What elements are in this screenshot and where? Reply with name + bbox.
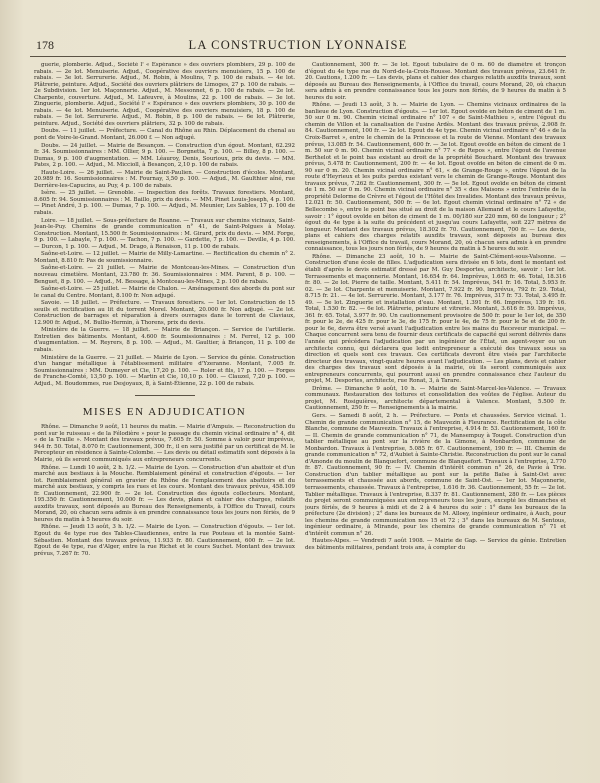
entry-paragraph: Ministère de la Guerre. — 18 juillet. — Mairie de Briançon. — Service de l'artillerie. Entretien des bâtiments. Montant, 4.600 fr. Soumissionnaires : M. Ferrel, 12 p. 100 d'augmentation. — M. Reyrers, 8 p. 100. — Adjud., M. Gaultier, à Briançon, 11 p. 100 de rabais.: [34, 327, 295, 353]
section-divider: [135, 395, 195, 396]
entry-paragraph: Isère. — 25 juillet. — Grenoble. — Inspection des forêts. Travaux forestiers. Montant, 8.605 fr. 94. Soumissionnaires : M. Baillo, prix du devis. — MM. Pinet Louis-Joseph, 4 p. 100. — Pinet André, 3 p. 100. — Dumas, 7 p. 100. — Adjud., M. Meunier, Les Sables, 17 p. 100 de rabais.: [34, 190, 295, 217]
entry-paragraph: Ministère de la Guerre. — 21 juillet. — Mairie de Lyon. — Service du génie. Construction d'un hangar métallique à l'établissement militaire d'Yzeranne. Montant, 7.005 fr. Soumissionnaires : MM. Dumeyer et Cie, 17,20 p. 100. — Roler et fils, 17 p. 100. — Forges de Franche-Comté, 13,50 p. 100. — Martin et Cie, 10,10 p. 100. — Clauzel, 7,20 p. 100. — Adjud., M. Boudommes, rue Desjoyaux, 8, à Saint-Étienne, 22 p. 100 de rabais.: [34, 354, 295, 387]
entry-paragraph: Rhône. — Dimanche 23 août, 10 h. — Mairie de Saint-Clément-sous-Valsonne. — Construction d'une école de filles. L'adjudication sera divisée en 6 lots, dont le montant est établi d'après le devis estimatif dressé par M. Guy Desportes, architecte, savoir : 1er lot. Terrassements et maçonnerie. Montant, 16.654 fr. 64. Imprévus, 1.665 fr. 46. Total, 18.316 fr. 80. — 2e lot. Pierre de taille. Montant, 5.411 fr. 54. Imprévus, 541 fr. 16. Total, 5.953 fr. 02. — 3e lot. Charpente et menuiserie. Montant, 7.922 fr. 90. Imprévus, 792 fr. 29. Total, 8.715 fr. 21. — 4e lot. Serrurerie. Montant, 3.177 fr. 76. Imprévus, 317 fr. 73. Total, 3.495 fr. 49. — 5e lot. Zinguerie et installation d'eau. Montant, 1.391 fr. 66. Imprévus, 139 fr. 16. Total, 1.530 fr. 82. — 6e lot. Plâtrerie, peinture et vitrerie. Montant, 3.616 fr. 59. Imprévus, 361 fr. 65. Total, 3.977 fr. 90. Un cautionnement provisoire de 500 fr. pour le 1er lot, de 350 fr. pour le 2e, de 425 fr. pour le 3e, de 175 fr. pour le 4e, de 75 fr. pour le 5e et de 200 fr. pour le 6e, devra être versé avant l'adjudication entre les mains du Receveur municipal. — Chaque concurrent sera tenu de fournir deux certificats de capacité qui seront délivrés dans l'année qui précédera l'adjudication par un ingénieur de l'État, un agent-voyer ou un architecte connu, qui déclarera que ledit entrepreneur a exécuté des travaux sous sa direction et quels sont ces travaux. Ces certificats devront être visés par l'architecte directeur des travaux, vingt-quatre heures avant l'adjudication. — Les plans, devis et cahier des charges des travaux sont déposés à la mairie, où ils seront communiqués aux entrepreneurs concurrents, qui pourront aussi en prendre connaissance chez l'auteur du projet, M. Desportes, architecte, rue Ronat, 3, à Tarare.: [305, 253, 566, 385]
mise-paragraph: Rhône. — Jeudi 13 août, 3 h. 1/2. — Mairie de Lyon. — Construction d'égouts. — 1er lot. Egout du 4e type rue des Tables-Claudiennes, entre la rue Pouteau et la montée Saint-Sébastien. Montant des travaux prévus, 11.933 fr. 80. Cautionnement, 600 fr. — 2e lot. Egout de 4e type, rue d'Alger, entre la rue Richet et le cours Suchet. Montant des travaux prévus, 7.267 fr. 70.: [34, 524, 295, 557]
entry-paragraph: Rhône. — Jeudi 13 août, 3 h. — Mairie de Lyon. — Chemins vicinaux ordinaires de la banlieue de Lyon. Construction d'égouts. — 1er lot. Egout ovoïde en béton de ciment de 1 m. 50 sur 0 m. 90. Chemin vicinal ordinaire n° 107 « de Saint-Mathieu », entre l'égout du chemin de Villon et la canalisation de l'usine Ardès. Montant des travaux prévus, 2.908 fr. 84. Cautionnement, 100 fr. — 2e lot. Egout du 4e type. Chemin vicinal ordinaire n° 46 « de la Croix-Barret », entre le chemin de la Princesse et la route de Vienne. Montant des travaux prévus, 13.085 fr. 54. Cautionnement, 600 fr. — 3e lot. Egout ovoïde en béton de ciment de 1 m. 50 sur 0 m. 90. Chemin vicinal ordinaire n° 77 « de Repos », entre l'égout de l'avenue Berthelot et le point bas existant au droit de la propriété Bouchard. Montant des travaux prévus, 5.478 fr. Cautionnement, 200 fr. — 4e lot. Egout ovoïde en béton de ciment de 0 m. 90 sur 0 m. 20. Chemin vicinal ordinaire n° 61, « de Grange-Rouge », entre l'égout de la route d'Heyrieux et les puits perdus existant vers le chemin de Grange-Rouge. Montant des travaux prévus, 7.262 fr. Cautionnement, 300 fr. — 5e lot. Egout ovoïde en béton de ciment de 1 m. 50 sur 0 m. 90. Chemin vicinal ordinaire n° 35 « des Maisons » entre l'entrée de la propriété Delorme de Crèvre et l'égout de l'Hôtel des Invalides. Montant des travaux prévus, 12.021 fr. 50. Cautionnement, 500 fr. — 6e lot. Egout chemin vicinal ordinaire n° 72 « de Bellecombe », entre le point bas situé au droit de la maison Allemand et le cours Lafayette, savoir : 1° égout ovoïde en béton de ciment de 1 m. 00/180 sur 220 mm, 60 de longueur ; 2° égout du 4e type à la suite du précédent et jusqu'au cours Lafayette, soit 227 mètres de longueur. Montant des travaux prévus, 18.302 fr. 70. Cautionnement, 700 fr. — Les devis, plans et cahiers des charges relatifs auxdits travaux, sont déposés au bureau des renseignements, à l'Office du travail, cours Morand, 20, où chacun sera admis à en prendre connaissance, tous les jours non fériés, de 9 heures du matin à 5 heures du soir.: [305, 102, 566, 253]
mise-paragraph: Rhône. — Dimanche 9 août, 11 heures du matin. — Mairie d'Ampuis. — Reconstruction du pont sur le ruisseau « de la Félodière » pour le passage du chemin vicinal ordinaire n° 4, dit « de la Traille ». Montant des travaux prévus, 7.605 fr. 50. Somme à valoir pour imprévus, 944 fr. 50. Total, 8.070 fr. Cautionnement, 300 fr., il en sera justifié par un certificat de M. le Percepteur en résidence à Sainte-Colombe. — Les devis ou détail estimatifs sont déposés à la Mairie, où ils seront communiqués aux entrepreneurs concurrents.: [34, 424, 295, 463]
entry-paragraph: Saône-et-Loire. — 12 juillet. — Mairie de Milly-Lamartine. — Rectification du chemin n° 2. Montant, 8.810 fr. Pas de soumissionnaire.: [34, 251, 295, 264]
right-column: [305, 62, 566, 777]
entry-paragraph: Haute-Loire. — 26 juillet. — Mairie de Saint-Paulien. — Construction d'écoles. Montant, 20.989 fr. 16. Soumissionnaires : M. Fournay, 3,50 p. 100. — Adjud., M. Gaulthier aîné, rue Derrière-les-Capucins, au Puy, 4 p. 100 de rabais.: [34, 169, 295, 189]
mise-paragraph: Rhône. — Lundi 10 août, 2 h. 1/2. — Mairie de Lyon. — Construction d'un abattoir et d'un marché aux bestiaux à la Mouche. Remblaiement général et construction d'égouts. — 1er lot. Remblaiement général en gravier du Rhône de l'emplacement des abattoirs et du marché aux bestiaux, y compris les rues et les cours. Montant des travaux prévus, 458.109 fr. Cautionnement, 22.900 fr. — 2e lot. Construction des égouts collecteurs. Montant, 195.350 fr. Cautionnement, 10.000 fr. — Les devis, plans et cahier des charges, relatifs auxdits travaux, sont déposés au Bureau des Renseignements, à l'Office du Travail, cours Morand, 20, où chacun sera admis à en prendre connaissance tous les jours non fériés, de 9 heures du matin à 5 heures du soir.: [34, 464, 295, 523]
left-column: [34, 62, 295, 777]
page-number: 178: [36, 38, 54, 52]
entry-paragraph: Savoie. — 18 juillet. — Préfecture. — Travaux forestiers. — 1er lot. Construction de 15 seuils et rectification au lit du torrent Morel. Montant, 20.000 fr. Non adjugé. — 2e lot. Construction de barrages et réparation à divers ouvrages dans le torrent de Claviaux, 12.900 fr. Adjud., M. Bullio-Hermin, à Thorens, prix du devis.: [34, 300, 295, 326]
right-intro-paragraph: Cautionnement, 300 fr. — 3e lot. Egout tubulaire de 0 m. 60 de diamètre et tronçon d'égout du 4e type rue du Nord-de-la-Croix-Rousse. Montant des travaux prévus, 23.641 fr. 20. Cautions, 1.200 fr. — Les devis, plans et cahier des charges relatifs auxdits travaux, sont déposés au Bureau des Renseignements, à l'Office du travail, cours Morand, 20, où chacun sera admis à en prendre connaissance tous les jours non fériés, de 9 heures du matin à 5 heures du soir.: [305, 62, 566, 101]
entry-paragraph: Saône-et-Loire. — 21 juillet. — Mairie de Montceau-les-Mines. — Construction d'un nouveau cimetière. Montant, 23.780 fr. 36. Soumissionnaires : MM. Parent, 8 p. 100. — Benguet, 8 p. 100. — Adjud., M. Bessage, à Montceau-les-Mines, 2 p. 100 de rabais.: [34, 265, 295, 285]
text-columns: [34, 62, 566, 777]
journal-title: LA CONSTRUCTION LYONNAISE: [188, 38, 408, 52]
section-title-mises-en-adjudication: MISES EN ADJUDICATION: [82, 406, 247, 419]
entry-paragraph: Doubs. — 11 juillet. — Préfecture. — Canal du Rhône au Rhin. Déplacement du chenal au pont de Voire-le-Grand. Montant, 26.000 f. — Non adjugé.: [34, 128, 295, 142]
entry-paragraph: Saône-et-Loire. — 25 juillet. — Mairie de Chalon. — Aménagement des abords du pont sur le canal du Centre. Montant, 8.100 fr. Non adjugé.: [34, 286, 295, 299]
left-intro-paragraph: guerie, plomberie. Adjud., Société l' « Espérance » des ouvriers plombiers, 29 p. 100 de rabais. — 2e lot. Menuiserie. Adjud., Coopérative des ouvriers menuisiers, 15 p. 100 de rabais. — 3e lot. Serrurerie. Adjud., M. Robin, à Moulins, 7 p. 100 de rabais. — 4e lot. Plâtrerie, peinture. Adjud., Société des ouvriers plâtriers de Limoges, 27 p. 100 de rabais. — 2e Subdivision. 1er lot. Maçonnerie. Adjud., M. Messonnet, 6 p. 100 de rabais. — 2e lot. Charpente, couverture. Adjud., M. Lafeuvre, à Moulins, 22 p. 100 de rabais. — 3e lot. Zinguerie, plomberie. Adjud., Société l' « Espérance » des ouvriers plombiers, 30 p. 100 de rabais. — 4e lot. Menuiserie. Adjud., Coopérative des ouvriers menuisiers, 18 p. 100 de rabais. — 5e lot. Serrurerie. Adjud., M. Robin, 8 p. 100 de rabais. — 6e lot. Plâtrerie, peinture. Adjud., Société des ouvriers plâtriers, 32 p. 100 de rabais.: [34, 62, 295, 127]
entry-paragraph: Gers. — Samedi 8 août, 2 h. — Préfecture. — Ponts et chaussées. Service vicinal. 1. Chemin de grande communication n° 15, de Mauvezin à Fleurance. Rectification de la côte Blanche, commune de Mauvezin. Travaux à l'entreprise, 4.914 fr. 53. Cautionnement, 160 fr. — II. Chemin de grande communication n° 71, de Mansempuy à Touget. Construction d'un tablier métallique au pont sur la rivière de la Gimone, à Monbardon, commune de Monbardon. Travaux à l'entreprise, 5.085 fr. 67. Cautionnement, 190 fr. — III. Chemin de grande communication n° 72, d'Aubiet à Sainte-Christie. Reconstruction du pont sur le canal d'Amonde du moulin de Blanquefort, commune de Blanquefort. Travaux à l'entreprise, 2.770 fr. 87. Cautionnement, 90 fr. — IV. Chemin d'intérêt commun n° 26, de Pavie à Trie. Construction d'un tablier métallique au pont sur la petite Baïse à Saint-Ost avec terrassements et chaussée aux abords, commune de Saint-Ost. — 1er lot. Maçonnerie, terrassements, chaussée. Travaux à l'entreprise, 1.616 fr. 36. Cautionnement, 55 fr. — 2e lot. Tablier métallique. Travaux à l'entreprise, 8.337 fr. 81. Cautionnement, 280 fr. — Les pièces du projet seront communiquées aux entrepreneurs tous les jours, excepté les dimanches et jours fériés, de 9 heures à midi et de 2 à 4 heures du soir : 1° dans les bureaux de la préfecture (2e division) ; 2° dans les bureaux de M. Alloey, ingénieur ordinaire, à Auch, pour les chemins de grande communication nos 15 et 72 ; 3° dans les bureaux de M. Sentous, ingénieur ordinaire, à Mirande, pour les chemins de grande communication n° 71 et d'intérêt commun n° 26.: [305, 412, 566, 537]
entry-paragraph: Doubs. — 24 juillet. — Mairie de Besançon. — Construction d'un égout. Montant, 62.292 fr. 34. Soumissionnaires : MM. Ollier, 9 p. 100. — Borgnetta, 7 p. 100. — Billey, 8 p. 100. — Dumas, 9 p. 100 d'augmentation. — MM. Léauroy, Denis, Sourioux, prix du devis. — MM. Pates, 2 p. 100. — Adjud., M. Miccioll, à Besançon, 2,10 p. 100 de rabais.: [34, 142, 295, 169]
page-header: [30, 30, 566, 57]
entry-paragraph: Drôme. — Dimanche 9 août, 10 h. — Mairie de Saint-Marcel-les-Valence. — Travaux communaux. Restauration des toitures et consolidation des voûtes de l'église. Auteur du projet, M. Rosiguières, architecte départemental à Valence. Montant, 5.500 fr. Cautionnement, 250 fr. — Renseignements à la mairie.: [305, 385, 566, 412]
entry-paragraph: Loire. — 18 juillet. — Sous-préfecture de Roanne. — Travaux sur chemins vicinaux, Saint-Jean-le-Puy. Chemins de grande communication n° 41, de Saint-Polgues à Molay. Construction. Montant, 15.500 fr. Soumissionnaires : M. Girard, prix du devis. — MM. Forge, 9 p. 100. — Labayle, 7 p. 100. — Tachon, 7 p. 100. — Gardette, 7 p. 100. — Deville, 4 p. 100. — Durcon, 1 p. 100. — Adjud., M. Drago, à Renaison, 11 p. 100 de rabais.: [34, 217, 295, 250]
entry-paragraph: Hautes-Alpes. — Vendredi 7 août 1908. — Mairie de Gap. — Service du génie. Entretien des bâtiments militaires, pendant trois ans, à compter du: [305, 538, 566, 551]
